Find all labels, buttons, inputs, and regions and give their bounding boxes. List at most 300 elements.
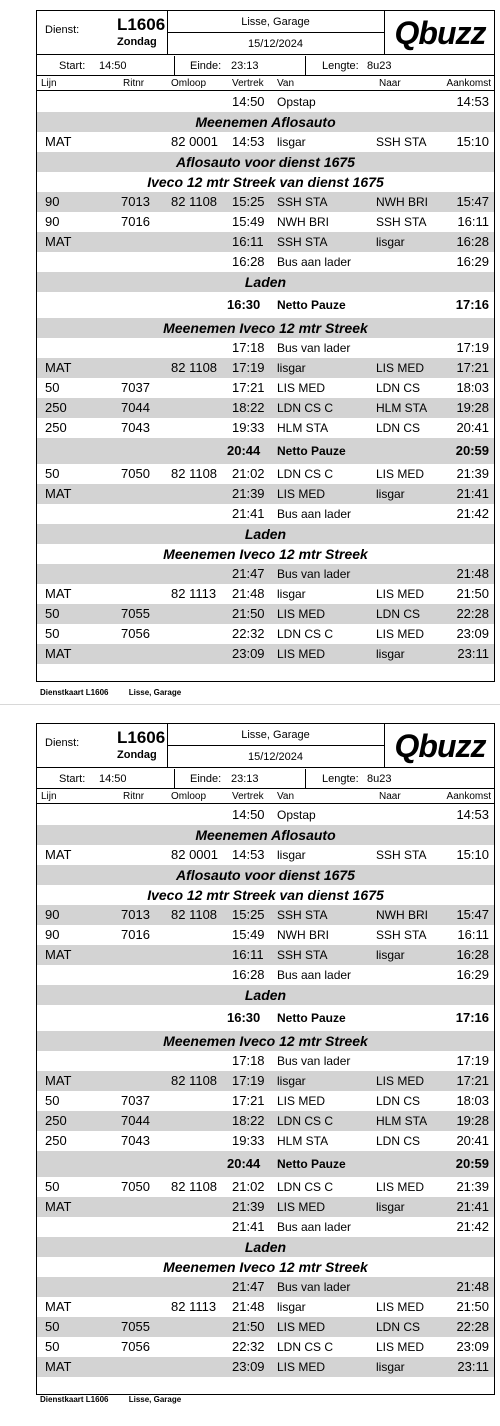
cell-aankomst: 21:41: [456, 486, 489, 501]
dienst-number: L1606: [117, 15, 166, 34]
cell-aankomst: 20:41: [456, 1133, 489, 1148]
cell-naar: LIS MED: [376, 467, 425, 481]
lengte-label: Lengte:: [322, 773, 359, 785]
section-title: Laden: [244, 1239, 287, 1255]
footer-label: Dienstkaart L1606: [40, 1395, 109, 1404]
cell-vertrek: 21:41: [232, 506, 265, 521]
col-naar: Naar: [379, 78, 401, 89]
cell-omloop: 82 1113: [171, 1299, 217, 1314]
cell-aankomst: 21:42: [456, 506, 489, 521]
cell-van: LDN CS C: [277, 401, 334, 415]
trip-row: [37, 1297, 494, 1317]
cell-aankomst: 17:21: [456, 360, 489, 375]
cell-naar: LIS MED: [376, 361, 425, 375]
brand-logo: Qbuzz: [394, 728, 486, 764]
cell-vertrek: 17:21: [232, 380, 265, 395]
pause-start: 20:44: [227, 1156, 261, 1171]
cell-vertrek: 21:47: [232, 566, 265, 581]
cell-lijn: MAT: [45, 234, 72, 249]
section-title: Meenemen Iveco 12 mtr Streek: [163, 546, 368, 562]
section-header: [37, 1237, 494, 1257]
cell-van: lisgar: [277, 587, 306, 601]
trip-row: [37, 504, 494, 524]
cell-van: lisgar: [277, 135, 306, 149]
cell-naar: SSH STA: [376, 928, 427, 942]
trip-row: [37, 1277, 494, 1297]
trip-row: [37, 418, 494, 438]
trip-row: [37, 564, 494, 584]
cell-aankomst: 15:10: [456, 847, 489, 862]
dienst-label: Dienst:: [45, 737, 80, 749]
cell-naar: LDN CS: [376, 607, 421, 621]
cell-van: SSH STA: [277, 235, 328, 249]
trip-rows: [37, 805, 494, 1377]
cell-ritnr: 7043: [121, 1133, 150, 1148]
cell-van: Bus van lader: [277, 1280, 351, 1294]
cell-van: Bus aan lader: [277, 507, 352, 521]
pause-label: Netto Pauze: [277, 444, 346, 458]
location: Lisse, Garage: [167, 11, 384, 33]
section-title: Meenemen Aflosauto: [195, 114, 336, 130]
cell-van: lisgar: [277, 1300, 306, 1314]
start-time: 14:50: [99, 60, 127, 72]
cell-lijn: MAT: [45, 947, 72, 962]
cell-vertrek: 22:32: [232, 626, 265, 641]
cell-lijn: 250: [45, 420, 67, 435]
cell-lijn: 50: [45, 626, 60, 641]
cell-aankomst: 21:41: [456, 1199, 489, 1214]
cell-vertrek: 21:48: [232, 586, 265, 601]
cell-van: Bus aan lader: [277, 255, 352, 269]
cell-naar: lisgar: [376, 1360, 405, 1374]
cell-lijn: MAT: [45, 486, 72, 501]
cell-aankomst: 21:50: [456, 586, 489, 601]
footer-location: Lisse, Garage: [128, 1395, 182, 1404]
column-headers: [37, 77, 494, 91]
trip-row: [37, 624, 494, 644]
cell-omloop: 82 0001: [171, 847, 218, 862]
dienst-label: Dienst:: [45, 24, 80, 36]
pause-end: 20:59: [455, 1156, 489, 1171]
cell-naar: LDN CS: [376, 421, 421, 435]
start-time: 14:50: [99, 773, 127, 785]
cell-vertrek: 21:47: [232, 1279, 265, 1294]
cell-naar: LIS MED: [376, 1300, 425, 1314]
section-title: Meenemen Iveco 12 mtr Streek: [163, 320, 368, 336]
cell-lijn: MAT: [45, 1299, 72, 1314]
cell-lijn: 90: [45, 907, 60, 922]
cell-ritnr: 7055: [121, 606, 150, 621]
trip-row: [37, 358, 494, 378]
cell-lijn: MAT: [45, 1359, 72, 1374]
pause-end: 17:16: [455, 297, 489, 312]
cell-aankomst: 21:48: [456, 1279, 489, 1294]
divider: [174, 56, 175, 76]
col-vertrek: Vertrek: [232, 78, 264, 89]
pause-start: 16:30: [227, 297, 261, 312]
cell-vertrek: 21:48: [232, 1299, 265, 1314]
cell-naar: LIS MED: [376, 1340, 425, 1354]
trip-row: [37, 965, 494, 985]
cell-van: LIS MED: [277, 1094, 326, 1108]
pause-start: 20:44: [227, 443, 261, 458]
cell-lijn: MAT: [45, 134, 72, 149]
cell-ritnr: 7037: [121, 1093, 150, 1108]
cell-vertrek: 19:33: [232, 420, 265, 435]
trip-row: [37, 132, 494, 152]
cell-aankomst: 14:53: [456, 807, 489, 822]
lengte-value: 8u23: [367, 60, 392, 72]
cell-naar: LDN CS: [376, 1320, 421, 1334]
cell-naar: HLM STA: [376, 401, 428, 415]
col-omloop: Omloop: [171, 791, 207, 802]
cell-aankomst: 22:28: [456, 1319, 489, 1334]
section-header: [37, 825, 494, 845]
cell-van: HLM STA: [277, 421, 329, 435]
cell-aankomst: 21:50: [456, 1299, 489, 1314]
trip-row: [37, 464, 494, 484]
cell-omloop: 82 1108: [171, 1073, 218, 1088]
cell-van: LIS MED: [277, 1360, 326, 1374]
cell-aankomst: 23:11: [457, 1359, 489, 1374]
trip-row: [37, 845, 494, 865]
cell-van: SSH STA: [277, 195, 328, 209]
trip-row: [37, 1111, 494, 1131]
einde-label: Einde:: [190, 773, 222, 785]
cell-lijn: MAT: [45, 360, 72, 375]
cell-vertrek: 23:09: [232, 646, 265, 661]
cell-omloop: 82 1108: [171, 1179, 218, 1194]
pause-end: 17:16: [455, 1010, 489, 1025]
section-header: [37, 524, 494, 544]
cell-van: LDN CS C: [277, 1340, 334, 1354]
pause-start: 16:30: [227, 1010, 261, 1025]
cell-ritnr: 7043: [121, 420, 150, 435]
shift-meta: [37, 56, 494, 76]
cell-lijn: 90: [45, 194, 60, 209]
section-header: [37, 172, 494, 192]
cell-van: Bus aan lader: [277, 968, 352, 982]
cell-aankomst: 22:28: [456, 606, 489, 621]
cell-aankomst: 21:39: [456, 466, 489, 481]
cell-vertrek: 21:41: [232, 1219, 265, 1234]
section-header: [37, 1257, 494, 1277]
cell-aankomst: 20:41: [456, 420, 489, 435]
cell-naar: LDN CS: [376, 381, 421, 395]
col-aankomst: Aankomst: [446, 78, 491, 89]
cell-vertrek: 15:49: [232, 927, 265, 942]
page-footer: [40, 1395, 199, 1404]
cell-van: SSH STA: [277, 908, 328, 922]
cell-vertrek: 14:53: [232, 134, 265, 149]
cell-aankomst: 14:53: [456, 94, 489, 109]
cell-van: Bus van lader: [277, 1054, 351, 1068]
cell-vertrek: 16:11: [232, 947, 264, 962]
cell-lijn: 50: [45, 1179, 60, 1194]
cell-lijn: 250: [45, 1133, 67, 1148]
cell-vertrek: 17:18: [232, 340, 265, 355]
cell-naar: lisgar: [376, 1200, 405, 1214]
cell-lijn: 50: [45, 1093, 60, 1108]
cell-naar: LDN CS: [376, 1094, 421, 1108]
section-title: Laden: [244, 526, 287, 542]
dienstkaart-page-1: [0, 0, 500, 708]
cell-lijn: 50: [45, 1339, 60, 1354]
cell-naar: NWH BRI: [376, 908, 428, 922]
divider: [384, 724, 385, 768]
cell-vertrek: 16:11: [232, 234, 264, 249]
cell-aankomst: 17:21: [456, 1073, 489, 1088]
column-headers: [37, 790, 494, 804]
cell-van: lisgar: [277, 848, 306, 862]
cell-van: lisgar: [277, 361, 306, 375]
pause-row: [37, 1151, 494, 1177]
cell-vertrek: 14:50: [232, 94, 265, 109]
cell-vertrek: 15:49: [232, 214, 265, 229]
cell-van: LDN CS C: [277, 627, 334, 641]
cell-vertrek: 17:18: [232, 1053, 265, 1068]
cell-vertrek: 21:02: [232, 1179, 265, 1194]
cell-lijn: 50: [45, 380, 60, 395]
cell-vertrek: 21:39: [232, 486, 265, 501]
cell-vertrek: 14:50: [232, 807, 265, 822]
trip-row: [37, 212, 494, 232]
cell-vertrek: 16:28: [232, 254, 265, 269]
cell-van: LIS MED: [277, 647, 326, 661]
section-title: Laden: [244, 987, 287, 1003]
cell-van: Bus aan lader: [277, 1220, 352, 1234]
cell-van: LIS MED: [277, 381, 326, 395]
trip-row: [37, 1177, 494, 1197]
cell-van: NWH BRI: [277, 215, 329, 229]
footer-label: Dienstkaart L1606: [40, 688, 109, 697]
cell-aankomst: 16:28: [456, 234, 489, 249]
cell-aankomst: 19:28: [456, 1113, 489, 1128]
col-naar: Naar: [379, 791, 401, 802]
pause-row: [37, 438, 494, 464]
cell-vertrek: 15:25: [232, 907, 265, 922]
date: 15/12/2024: [247, 38, 304, 50]
cell-ritnr: 7037: [121, 380, 150, 395]
shift-meta: [37, 769, 494, 789]
cell-naar: SSH STA: [376, 848, 427, 862]
col-vertrek: Vertrek: [232, 791, 264, 802]
cell-omloop: 82 1113: [171, 586, 217, 601]
pause-end: 20:59: [455, 443, 489, 458]
trip-row: [37, 484, 494, 504]
trip-row: [37, 925, 494, 945]
cell-ritnr: 7016: [121, 927, 150, 942]
footer-location: Lisse, Garage: [128, 688, 182, 697]
col-van: Van: [277, 78, 295, 89]
einde-label: Einde:: [190, 60, 222, 72]
cell-van: LDN CS C: [277, 467, 334, 481]
cell-van: LIS MED: [277, 487, 326, 501]
cell-van: HLM STA: [277, 1134, 329, 1148]
cell-lijn: 90: [45, 214, 60, 229]
cell-aankomst: 16:11: [457, 214, 489, 229]
cell-vertrek: 18:22: [232, 1113, 265, 1128]
einde-time: 23:13: [231, 773, 259, 785]
cell-aankomst: 16:29: [456, 254, 489, 269]
pause-label: Netto Pauze: [277, 1157, 346, 1171]
cell-ritnr: 7013: [121, 907, 150, 922]
col-aankomst: Aankomst: [446, 791, 491, 802]
cell-lijn: 250: [45, 1113, 67, 1128]
cell-van: NWH BRI: [277, 928, 329, 942]
cell-ritnr: 7044: [121, 400, 150, 415]
cell-van: Bus van lader: [277, 567, 351, 581]
cell-aankomst: 19:28: [456, 400, 489, 415]
cell-van: LIS MED: [277, 1320, 326, 1334]
section-title: Laden: [244, 274, 287, 290]
trip-row: [37, 1071, 494, 1091]
day-label: Zondag: [117, 36, 157, 48]
cell-lijn: MAT: [45, 1073, 72, 1088]
cell-ritnr: 7050: [121, 1179, 150, 1194]
cell-ritnr: 7016: [121, 214, 150, 229]
trip-row: [37, 1337, 494, 1357]
cell-omloop: 82 0001: [171, 134, 218, 149]
section-title: Iveco 12 mtr Streek van dienst 1675: [147, 174, 384, 190]
section-header: [37, 152, 494, 172]
section-header: [37, 112, 494, 132]
trip-row: [37, 945, 494, 965]
trip-row: [37, 378, 494, 398]
card-header: [37, 11, 494, 55]
cell-aankomst: 17:19: [456, 340, 489, 355]
start-label: Start:: [59, 773, 86, 785]
section-header: [37, 865, 494, 885]
section-title: Iveco 12 mtr Streek van dienst 1675: [147, 887, 384, 903]
cell-aankomst: 18:03: [456, 1093, 489, 1108]
trip-row: [37, 1217, 494, 1237]
lengte-value: 8u23: [367, 773, 392, 785]
cell-aankomst: 17:19: [456, 1053, 489, 1068]
cell-vertrek: 15:25: [232, 194, 265, 209]
cell-vertrek: 16:28: [232, 967, 265, 982]
date: 15/12/2024: [247, 751, 304, 763]
trip-row: [37, 252, 494, 272]
cell-lijn: MAT: [45, 586, 72, 601]
location: Lisse, Garage: [167, 724, 384, 746]
cell-omloop: 82 1108: [171, 360, 218, 375]
trip-row: [37, 1197, 494, 1217]
page-footer: [40, 688, 199, 697]
cell-aankomst: 18:03: [456, 380, 489, 395]
section-header: [37, 544, 494, 564]
trip-row: [37, 398, 494, 418]
cell-aankomst: 16:29: [456, 967, 489, 982]
trip-row: [37, 192, 494, 212]
cell-naar: LIS MED: [376, 1180, 425, 1194]
trip-row: [37, 1317, 494, 1337]
brand-logo: Qbuzz: [394, 15, 486, 51]
cell-ritnr: 7055: [121, 1319, 150, 1334]
cell-naar: SSH STA: [376, 135, 427, 149]
trip-row: [37, 805, 494, 825]
cell-van: Bus van lader: [277, 341, 351, 355]
cell-vertrek: 23:09: [232, 1359, 265, 1374]
einde-time: 23:13: [231, 60, 259, 72]
trip-rows: [37, 92, 494, 664]
cell-vertrek: 18:22: [232, 400, 265, 415]
cell-lijn: 90: [45, 927, 60, 942]
pause-label: Netto Pauze: [277, 298, 346, 312]
trip-row: [37, 1091, 494, 1111]
cell-ritnr: 7013: [121, 194, 150, 209]
trip-row: [37, 1131, 494, 1151]
trip-row: [37, 905, 494, 925]
cell-vertrek: 21:50: [232, 1319, 265, 1334]
divider: [384, 11, 385, 55]
cell-lijn: MAT: [45, 1199, 72, 1214]
start-label: Start:: [59, 60, 86, 72]
cell-aankomst: 15:47: [456, 907, 489, 922]
section-header: [37, 985, 494, 1005]
section-title: Meenemen Iveco 12 mtr Streek: [163, 1259, 368, 1275]
cell-vertrek: 14:53: [232, 847, 265, 862]
cell-naar: LIS MED: [376, 587, 425, 601]
cell-ritnr: 7056: [121, 626, 150, 641]
cell-naar: LDN CS: [376, 1134, 421, 1148]
pause-label: Netto Pauze: [277, 1011, 346, 1025]
cell-aankomst: 15:10: [456, 134, 489, 149]
trip-row: [37, 232, 494, 252]
cell-omloop: 82 1108: [171, 466, 218, 481]
cell-lijn: 50: [45, 606, 60, 621]
section-header: [37, 318, 494, 338]
col-ritnr: Ritnr: [123, 791, 145, 802]
col-lijn: Lijn: [41, 78, 57, 89]
pause-row: [37, 292, 494, 318]
cell-lijn: 50: [45, 1319, 60, 1334]
col-ritnr: Ritnr: [123, 78, 145, 89]
cell-naar: lisgar: [376, 948, 405, 962]
cell-vertrek: 21:02: [232, 466, 265, 481]
trip-row: [37, 644, 494, 664]
divider: [305, 56, 306, 76]
cell-van: LIS MED: [277, 1200, 326, 1214]
cell-aankomst: 15:47: [456, 194, 489, 209]
cell-aankomst: 23:09: [456, 626, 489, 641]
divider: [174, 769, 175, 789]
lengte-label: Lengte:: [322, 60, 359, 72]
cell-lijn: MAT: [45, 847, 72, 862]
cell-aankomst: 21:39: [456, 1179, 489, 1194]
cell-naar: HLM STA: [376, 1114, 428, 1128]
section-title: Aflosauto voor dienst 1675: [176, 867, 355, 883]
section-title: Meenemen Iveco 12 mtr Streek: [163, 1033, 368, 1049]
cell-naar: LIS MED: [376, 1074, 425, 1088]
cell-vertrek: 21:39: [232, 1199, 265, 1214]
trip-row: [37, 604, 494, 624]
cell-ritnr: 7044: [121, 1113, 150, 1128]
cell-vertrek: 17:19: [232, 360, 265, 375]
section-title: Aflosauto voor dienst 1675: [176, 154, 355, 170]
cell-van: lisgar: [277, 1074, 306, 1088]
trip-row: [37, 92, 494, 112]
cell-naar: lisgar: [376, 487, 405, 501]
pause-row: [37, 1005, 494, 1031]
cell-omloop: 82 1108: [171, 907, 218, 922]
cell-lijn: 250: [45, 400, 67, 415]
trip-row: [37, 338, 494, 358]
cell-naar: SSH STA: [376, 215, 427, 229]
cell-naar: NWH BRI: [376, 195, 428, 209]
dienstkaart-card: [36, 723, 495, 1395]
cell-van: LDN CS C: [277, 1180, 334, 1194]
